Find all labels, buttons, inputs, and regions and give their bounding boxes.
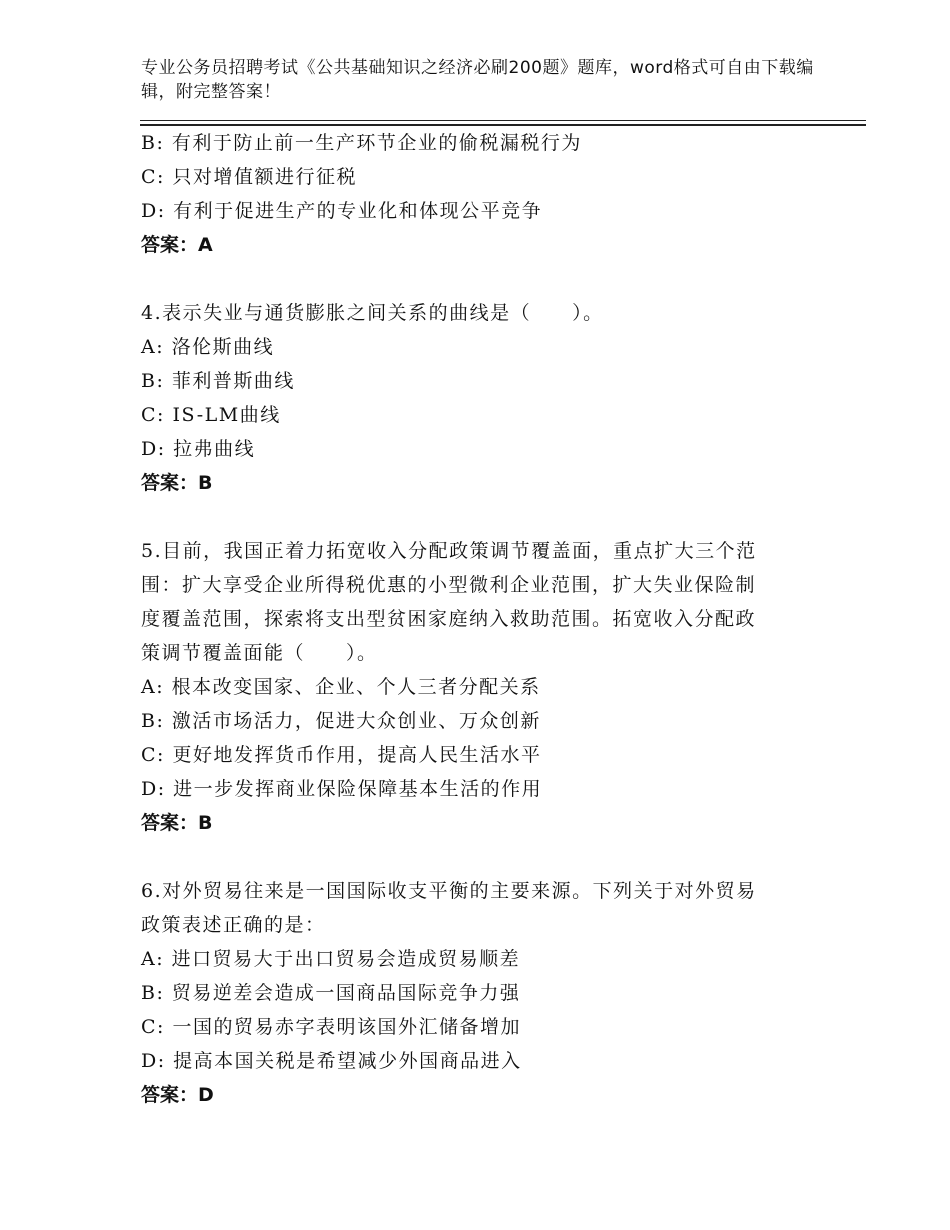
answer-label: 答案：A [141,234,213,256]
question-3-continued [141,126,801,262]
question-stem: 4.表示失业与通货膨胀之间关系的曲线是（ ）。 [141,302,604,324]
question-6 [141,874,801,1112]
option-c: C: 只对增值额进行征税 [141,166,357,188]
answer-label: 答案：D [141,1084,214,1106]
question-5 [141,534,801,840]
option-d: D: 提高本国关税是希望减少外国商品进入 [141,1050,522,1072]
question-4 [141,296,801,500]
option-c: C: 一国的贸易赤字表明该国外汇储备增加 [141,1016,521,1038]
answer-label: 答案：B [141,812,213,834]
question-stem-line: 6.对外贸易往来是一国国际收支平衡的主要来源。下列关于对外贸易 [141,880,757,902]
option-b: B: 有利于防止前一生产环节企业的偷税漏税行为 [141,132,582,154]
question-stem-line: 策调节覆盖面能（ ）。 [141,642,378,664]
document-body [141,126,801,1112]
document-header: 专业公务员招聘考试《公共基础知识之经济必刷200题》题库，word格式可自由下载编辑，附完整答案！ [141,58,814,102]
header-divider [140,120,866,121]
question-stem-line: 政策表述正确的是： [141,914,326,936]
answer-label: 答案：B [141,472,213,494]
question-stem-line: 5.目前，我国正着力拓宽收入分配政策调节覆盖面，重点扩大三个范 [141,540,757,562]
option-b: B: 激活市场活力，促进大众创业、万众创新 [141,710,541,732]
option-d: D: 拉弗曲线 [141,438,256,460]
option-b: B: 贸易逆差会造成一国商品国际竞争力强 [141,982,521,1004]
option-d: D: 有利于促进生产的专业化和体现公平竞争 [141,200,543,222]
question-stem-line: 度覆盖范围，探索将支出型贫困家庭纳入救助范围。拓宽收入分配政 [141,608,757,630]
option-a: A: 洛伦斯曲线 [141,336,275,358]
option-a: A: 进口贸易大于出口贸易会造成贸易顺差 [141,948,521,970]
question-stem-line: 围：扩大享受企业所得税优惠的小型微利企业范围，扩大失业保险制 [141,574,757,596]
option-c: C: IS-LM曲线 [141,404,281,426]
option-a: A: 根本改变国家、企业、个人三者分配关系 [141,676,541,698]
option-d: D: 进一步发挥商业保险保障基本生活的作用 [141,778,543,800]
option-b: B: 菲利普斯曲线 [141,370,295,392]
option-c: C: 更好地发挥货币作用，提高人民生活水平 [141,744,542,766]
